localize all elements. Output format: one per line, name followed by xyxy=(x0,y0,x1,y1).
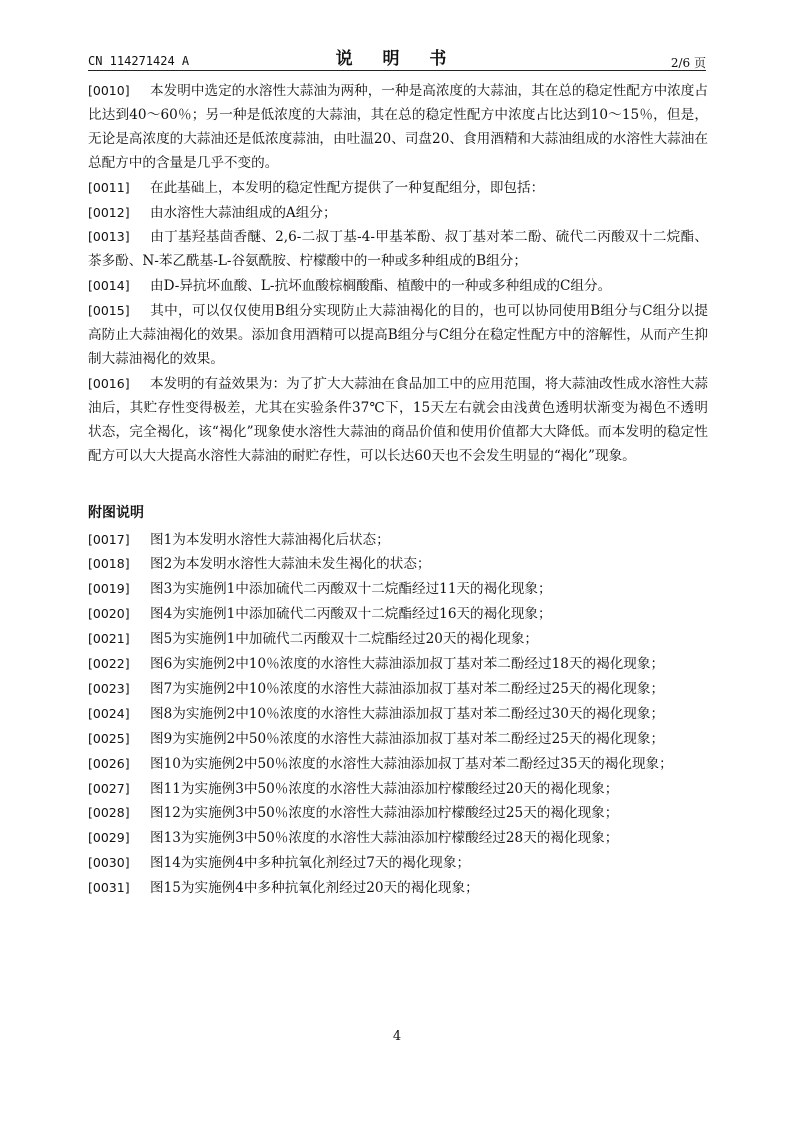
paragraph-number: [0029] xyxy=(88,830,130,846)
paragraph xyxy=(88,372,708,469)
paragraph-text: 由水溶性大蒜油组成的A组分； xyxy=(150,204,337,221)
page-indicator: 2/6 页 xyxy=(670,56,706,70)
paragraph-number: [0026] xyxy=(88,755,130,771)
patent-number: CN 114271424 A xyxy=(88,54,190,68)
paragraph-number: [0010] xyxy=(88,83,130,98)
paragraph-text: 本发明中选定的水溶性大蒜油为两种，一种是高浓度的大蒜油，其在总的稳定性配方中浓度占比达到40～60％；另一种是低浓度的大蒜油，其在总的稳定性配方中浓度占比达到10～15％，但是，无论是高浓度的大蒜油还是低浓度蒜油，由吐温20、司盘20、食用酒精和大蒜油组成的水溶性大蒜油在总配方中的含量是几乎不变的。 xyxy=(88,83,708,171)
paragraph-text: 图12为实施例3中50％浓度的水溶性大蒜油添加柠檬酸经过25天的褐化现象； xyxy=(150,805,619,822)
figure-paragraph xyxy=(88,826,708,851)
figure-paragraph xyxy=(88,727,708,752)
document-title: 说 明 书 xyxy=(335,49,459,69)
paragraph-text: 图15为实施例4中多种抗氧化剂经过20天的褐化现象； xyxy=(150,880,479,897)
paragraph-number: [0012] xyxy=(88,204,130,220)
figure-paragraph xyxy=(88,552,708,577)
page-number: 4 xyxy=(392,1029,402,1044)
paragraph xyxy=(88,225,708,274)
figure-paragraph xyxy=(88,876,708,901)
paragraph-text: 本发明的有益效果为：为了扩大大蒜油在食品加工中的应用范围，将大蒜油改性成水溶性大蒜油后，其贮存性变得极差，尤其在实验条件37℃下，15天左右就会由浅黄色透明状渐变为褐色不透明状态，完全褐化，该“褐化”现象使水溶性大蒜油的商品价值和使用价值都大大降低。而本发明的稳定性配方可以大大提高水溶性大蒜油的耐贮存性，可以长达60天也不会发生明显的“褐化”现象。 xyxy=(88,375,708,464)
paragraph-text: 图9为实施例2中50％浓度的水溶性大蒜油添加叔丁基对苯二酚经过25天的褐化现象； xyxy=(150,730,665,747)
paragraph-text: 图7为实施例2中10％浓度的水溶性大蒜油添加叔丁基对苯二酚经过25天的褐化现象； xyxy=(150,680,665,697)
paragraph-text: 由D-异抗坏血酸、L-抗坏血酸棕榈酸酯、植酸中的一种或多种组成的C组分。 xyxy=(150,278,612,295)
paragraph xyxy=(88,201,708,226)
figure-paragraph xyxy=(88,777,708,802)
paragraph-number: [0015] xyxy=(88,303,130,319)
paragraph-number: [0019] xyxy=(88,581,130,597)
figure-paragraph xyxy=(88,528,708,553)
paragraph-text: 图5为实施例1中加硫代二丙酸双十二烷酯经过20天的褐化现象； xyxy=(150,631,539,648)
paragraph-number: [0018] xyxy=(88,556,130,572)
section-heading: 附图说明 xyxy=(88,504,144,521)
paragraph-text: 图10为实施例2中50％浓度的水溶性大蒜油添加叔丁基对苯二酚经过35天的褐化现象； xyxy=(150,755,673,772)
paragraph-text: 其中，可以仅仅使用B组分实现防止大蒜油褐化的目的，也可以协同使用B组分与C组分以提高防止大蒜油褐化的效果。添加食用酒精可以提高B组分与C组分在稳定性配方中的溶解性，从而产生抑制大蒜油褐化的效果。 xyxy=(88,303,708,367)
paragraph-number: [0020] xyxy=(88,606,130,622)
paragraph-number: [0028] xyxy=(88,805,130,821)
paragraph xyxy=(88,299,708,372)
figure-paragraph xyxy=(88,577,708,602)
paragraph-number: [0030] xyxy=(88,855,130,871)
paragraph-number: [0011] xyxy=(88,179,130,195)
paragraph-number: [0025] xyxy=(88,730,130,746)
page-header xyxy=(88,44,706,70)
figure-paragraph xyxy=(88,752,708,777)
paragraph-number: [0022] xyxy=(88,656,130,672)
figure-paragraph xyxy=(88,627,708,652)
figure-paragraph xyxy=(88,702,708,727)
paragraph-text: 图6为实施例2中10％浓度的水溶性大蒜油添加叔丁基对苯二酚经过18天的褐化现象； xyxy=(150,656,665,673)
paragraph-text: 图8为实施例2中10％浓度的水溶性大蒜油添加叔丁基对苯二酚经过30天的褐化现象； xyxy=(150,705,665,722)
paragraph-text: 由丁基羟基茴香醚、2,6-二叔丁基-4-甲基苯酚、叔丁基对苯二酚、硫代二丙酸双十二烷酯、茶多酚、N-苯乙酰基-L-谷氨酰胺、柠檬酸中的一种或多种组成的B组分； xyxy=(88,229,708,270)
paragraph-text: 图11为实施例3中50％浓度的水溶性大蒜油添加柠檬酸经过20天的褐化现象； xyxy=(150,780,619,797)
paragraph-number: [0024] xyxy=(88,705,130,721)
paragraph-text: 图4为实施例1中添加硫代二丙酸双十二烷酯经过16天的褐化现象； xyxy=(150,606,552,623)
document-body xyxy=(88,79,708,901)
figure-paragraph xyxy=(88,801,708,826)
paragraph-text: 图2为本发明水溶性大蒜油未发生褐化的状态； xyxy=(150,556,431,573)
figure-paragraph xyxy=(88,851,708,876)
paragraph xyxy=(88,79,708,176)
figure-paragraph xyxy=(88,652,708,677)
paragraph-text: 图1为本发明水溶性大蒜油褐化后状态； xyxy=(150,531,390,548)
paragraph-number: [0023] xyxy=(88,680,130,696)
paragraph-number: [0016] xyxy=(88,375,130,391)
paragraph xyxy=(88,176,708,201)
paragraph-text: 图13为实施例3中50％浓度的水溶性大蒜油添加柠檬酸经过28天的褐化现象； xyxy=(150,830,619,847)
paragraph-number: [0031] xyxy=(88,880,130,896)
paragraph-number: [0014] xyxy=(88,278,130,294)
paragraph xyxy=(88,274,708,299)
paragraph-text: 图3为实施例1中添加硫代二丙酸双十二烷酯经过11天的褐化现象； xyxy=(150,581,552,598)
header-divider xyxy=(88,70,706,71)
paragraph-text: 图14为实施例4中多种抗氧化剂经过7天的褐化现象； xyxy=(150,855,471,872)
figure-paragraph xyxy=(88,677,708,702)
paragraph-number: [0021] xyxy=(88,631,130,647)
paragraph-text: 在此基础上，本发明的稳定性配方提供了一种复配组分，即包括： xyxy=(150,179,545,196)
paragraph-number: [0013] xyxy=(88,229,130,245)
paragraph-number: [0027] xyxy=(88,780,130,796)
figure-paragraph xyxy=(88,602,708,627)
paragraph-number: [0017] xyxy=(88,531,130,547)
